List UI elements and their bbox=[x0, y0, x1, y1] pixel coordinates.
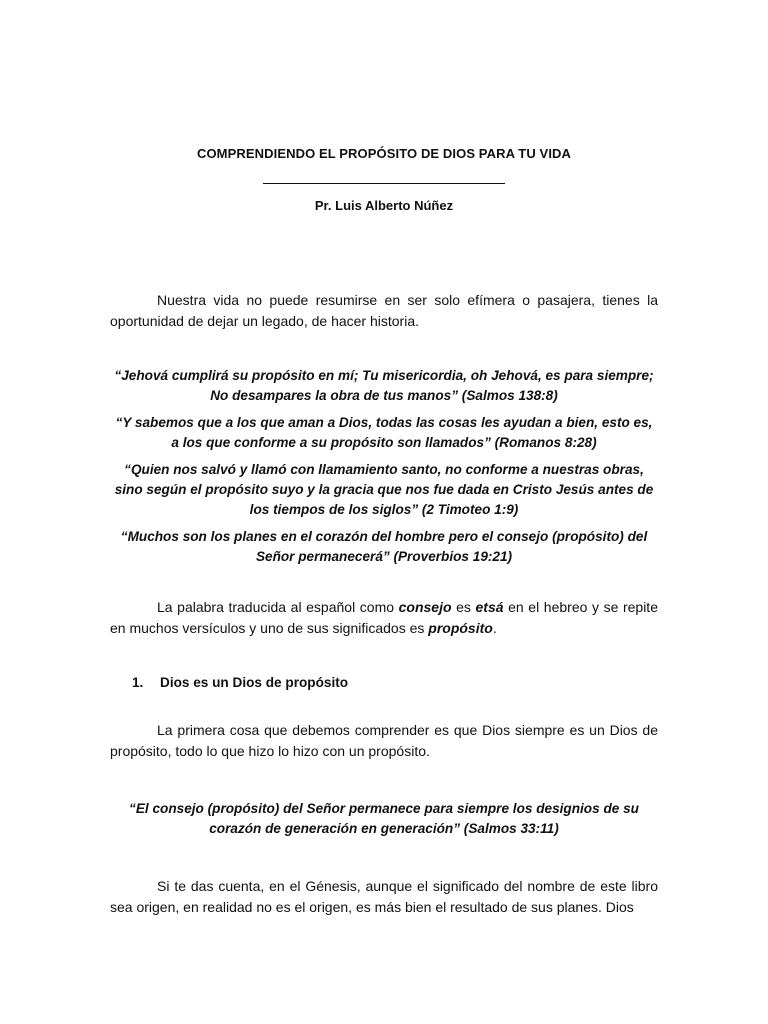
text-segment: en el hebreo y se repite en muchos versículos y uno de sus significados es bbox=[110, 599, 658, 636]
quote-romanos-8: “Y sabemos que a los que aman a Dios, todas las cosas les ayudan a bien, esto es, a los que conforme a su propósito son llamados” (Romanos 8:28) bbox=[115, 415, 653, 450]
section-paragraph: La primera cosa que debemos comprender es que Dios siempre es un Dios de propósito, todo lo que hizo lo hizo con un propósito. bbox=[110, 722, 658, 759]
document-title: COMPRENDIENDO EL PROPÓSITO DE DIOS PARA TU VIDA bbox=[196, 146, 572, 161]
word-meaning-paragraph bbox=[110, 597, 658, 639]
quote-salmos-138: “Jehová cumplirá su propósito en mí; Tu misericordia, oh Jehová, es para siempre; No desampares la obra de tus manos” (Salmos 138:8) bbox=[114, 368, 654, 403]
quote-salmos-33: “El consejo (propósito) del Señor permanece para siempre los designios de su corazón de generación en generación” (Salmos 33:11) bbox=[129, 801, 639, 836]
emphasis-proposito: propósito bbox=[428, 620, 493, 636]
intro-paragraph: Nuestra vida no puede resumirse en ser solo efímera o pasajera, tienes la oportunidad de dejar un legado, de hacer historia. bbox=[110, 292, 658, 329]
quote-list bbox=[110, 366, 658, 567]
section-paragraph-2: Si te das cuenta, en el Génesis, aunque el significado del nombre de este libro sea origen, en realidad no es el origen, es más bien el resultado de sus planes. Dios bbox=[110, 878, 658, 915]
title-divider bbox=[263, 183, 505, 184]
text-segment: . bbox=[492, 620, 497, 636]
section-heading bbox=[110, 675, 658, 690]
section-number: 1. bbox=[132, 675, 144, 690]
emphasis-consejo: consejo bbox=[398, 599, 452, 615]
text-segment: La palabra traducida al español como bbox=[157, 599, 399, 615]
emphasis-etsa: etsá bbox=[475, 599, 504, 615]
section-title: Dios es un Dios de propósito bbox=[160, 675, 349, 690]
text-segment: es bbox=[451, 599, 476, 615]
quote-timoteo-1: “Quien nos salvó y llamó con llamamiento santo, no conforme a nuestras obras, sino según el propósito suyo y la gracia que nos fue dada en Cristo Jesús antes de los tiempos de los siglos” (2 Timoteo 1:9) bbox=[114, 462, 654, 517]
quote-proverbios-19: “Muchos son los planes en el corazón del hombre pero el consejo (propósito) del Señor permanecerá” (Proverbios 19:21) bbox=[120, 529, 648, 564]
author-name: Pr. Luis Alberto Núñez bbox=[314, 198, 454, 213]
